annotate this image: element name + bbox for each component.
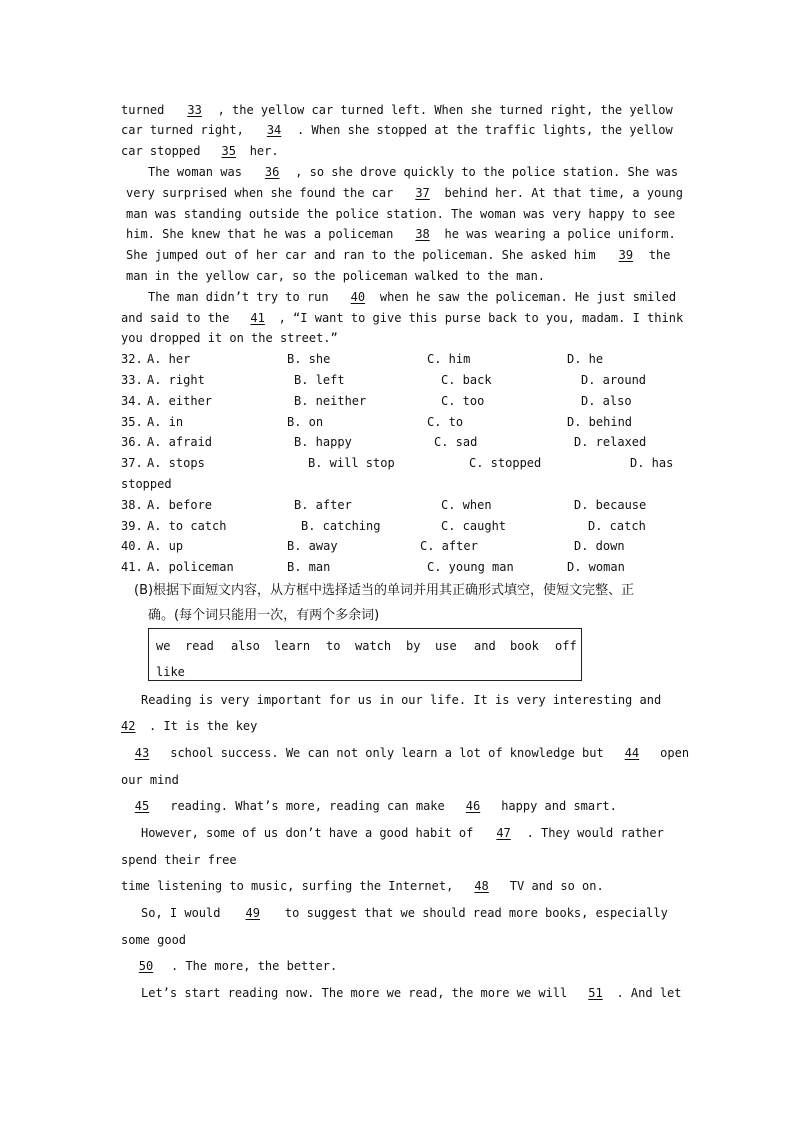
question-number: 32. bbox=[121, 352, 143, 366]
passage-a-line-4: The woman was 36 , so she drove quickly to the police station. She was bbox=[148, 165, 679, 179]
word-box-item: off bbox=[555, 639, 577, 653]
option-d: D. catch bbox=[588, 519, 646, 533]
word-box-item: learn bbox=[274, 639, 311, 653]
blank-40: 40 bbox=[350, 290, 366, 304]
option-c: C. him bbox=[427, 352, 471, 366]
passage-b-line-4: our mind bbox=[121, 773, 179, 787]
passage-a-line-11: and said to the 41 , “I want to give this purse back to you, madam. I think bbox=[121, 311, 684, 325]
passage-b-line-9: So, I would 49 to suggest that we should read more books, especially bbox=[141, 906, 668, 920]
option-b: B. she bbox=[287, 352, 331, 366]
option-b: B. left bbox=[294, 373, 345, 387]
option-d: D. has bbox=[630, 456, 674, 470]
option-a: A. stops bbox=[147, 456, 205, 470]
blank-49: 49 bbox=[245, 906, 260, 920]
passage-b-line-2: 42 . It is the key bbox=[121, 719, 258, 733]
option-b: B. happy bbox=[294, 435, 352, 449]
option-b: B. man bbox=[287, 560, 331, 574]
word-box-item: watch bbox=[355, 639, 392, 653]
passage-a-line-9: man in the yellow car, so the policeman walked to the man. bbox=[126, 269, 546, 283]
option-b: B. on bbox=[287, 415, 324, 429]
option-b: B. after bbox=[294, 498, 352, 512]
option-a: A. her bbox=[147, 352, 191, 366]
question-number: 40. bbox=[121, 539, 143, 553]
option-c: C. too bbox=[441, 394, 485, 408]
question-number: 34. bbox=[121, 394, 143, 408]
passage-b-line-8: time listening to music, surfing the Internet, 48 TV and so on. bbox=[121, 879, 604, 893]
blank-43: 43 bbox=[134, 746, 150, 760]
option-d: D. he bbox=[567, 352, 604, 366]
option-a: A. policeman bbox=[147, 560, 234, 574]
option-a: A. either bbox=[147, 394, 213, 408]
option-d: D. around bbox=[581, 373, 647, 387]
word-box-item: we bbox=[156, 639, 171, 653]
blank-37: 37 bbox=[415, 186, 430, 200]
option-c: C. when bbox=[441, 498, 492, 512]
word-box-item: by bbox=[406, 639, 421, 653]
passage-a-line-6: man was standing outside the police station. The woman was very happy to see bbox=[126, 207, 676, 221]
option-a: A. in bbox=[147, 415, 184, 429]
question-number: 38. bbox=[121, 498, 143, 512]
option-b: B. catching bbox=[301, 519, 381, 533]
option-d: D. woman bbox=[567, 560, 625, 574]
passage-a-line-8: She jumped out of her car and ran to the policeman. She asked him 39 the bbox=[126, 248, 671, 262]
word-box-item: read bbox=[185, 639, 214, 653]
option-a: A. before bbox=[147, 498, 213, 512]
word-box-item: to bbox=[326, 639, 341, 653]
passage-b-line-5: 45 reading. What’s more, reading can make 46 happy and smart. bbox=[121, 798, 617, 814]
word-box-item: book bbox=[510, 639, 539, 653]
word-box-item: use bbox=[435, 639, 457, 653]
section-b-instruction-1: (B)根据下面短文内容，从方框中选择适当的单词并用其正确形式填空，使短文完整、正 bbox=[134, 583, 635, 598]
option-c: C. after bbox=[420, 539, 478, 553]
passage-b-line-6: However, some of us don’t have a good habit of 47 . They would rather bbox=[141, 826, 664, 840]
passage-a-line-7: him. She knew that he was a policeman 38 he was wearing a police uniform. bbox=[126, 227, 676, 241]
blank-42: 42 bbox=[121, 719, 136, 733]
word-box bbox=[148, 628, 582, 681]
option-c: C. sad bbox=[434, 435, 478, 449]
question-number: 35. bbox=[121, 415, 143, 429]
blank-44: 44 bbox=[624, 746, 640, 760]
question-number: 36. bbox=[121, 435, 143, 449]
blank-35: 35 bbox=[221, 144, 236, 158]
passage-a-line-10: The man didn’t try to run 40 when he saw the policeman. He just smiled bbox=[148, 290, 677, 304]
option-c: C. young man bbox=[427, 560, 514, 574]
option-a: A. to catch bbox=[147, 519, 227, 533]
passage-a-line-12: you dropped it on the street.” bbox=[121, 331, 338, 345]
option-a: A. right bbox=[147, 373, 205, 387]
question-number: 37. bbox=[121, 456, 143, 470]
option-d: D. behind bbox=[567, 415, 633, 429]
question-number: 33. bbox=[121, 373, 143, 387]
option-c: C. stopped bbox=[469, 456, 542, 470]
passage-a-line-2: car turned right, 34 . When she stopped at the traffic lights, the yellow bbox=[121, 123, 673, 137]
blank-45: 45 bbox=[134, 799, 150, 813]
blank-34: 34 bbox=[266, 123, 282, 137]
option-b: B. will stop bbox=[308, 456, 395, 470]
passage-b-line-12: Let’s start reading now. The more we read, the more we will 51 . And let bbox=[141, 986, 682, 1000]
option-b: B. neither bbox=[294, 394, 367, 408]
option-a: A. up bbox=[147, 539, 184, 553]
blank-36: 36 bbox=[264, 165, 280, 179]
question-number: 41. bbox=[121, 560, 143, 574]
blank-50: 50 bbox=[138, 959, 154, 973]
blank-51: 51 bbox=[588, 986, 603, 1000]
passage-b-line-7: spend their free bbox=[121, 853, 237, 867]
section-b-instruction-2: 确。(每个词只能用一次，有两个多余词) bbox=[148, 608, 380, 623]
passage-b-line-3: 43 school success. We can not only learn a lot of knowledge but 44 open bbox=[121, 745, 689, 761]
blank-33: 33 bbox=[187, 103, 202, 117]
word-box-item: and bbox=[474, 639, 496, 653]
passage-a-line-3: car stopped 35 her. bbox=[121, 144, 279, 158]
blank-38: 38 bbox=[415, 227, 430, 241]
option-d: D. because bbox=[574, 498, 647, 512]
passage-a-line-1: turned 33 , the yellow car turned left. When she turned right, the yellow bbox=[121, 103, 673, 117]
blank-41: 41 bbox=[250, 311, 265, 325]
option-d: D. relaxed bbox=[574, 435, 647, 449]
option-d: D. also bbox=[581, 394, 632, 408]
word-box-item: also bbox=[231, 639, 260, 653]
question-number: 39. bbox=[121, 519, 143, 533]
option-b: B. away bbox=[287, 539, 338, 553]
passage-b-line-1: Reading is very important for us in our life. It is very interesting and bbox=[141, 693, 662, 707]
blank-39: 39 bbox=[618, 248, 634, 262]
option-c: C. caught bbox=[441, 519, 507, 533]
blank-48: 48 bbox=[474, 879, 489, 893]
option-a: A. afraid bbox=[147, 435, 213, 449]
blank-47: 47 bbox=[496, 826, 511, 840]
blank-46: 46 bbox=[465, 799, 481, 813]
word-box-item: like bbox=[156, 665, 185, 679]
passage-b-line-10: some good bbox=[121, 933, 187, 947]
option-d-wrap: stopped bbox=[121, 477, 172, 491]
passage-a-line-5: very surprised when she found the car 37 behind her. At that time, a young bbox=[126, 186, 683, 200]
option-c: C. back bbox=[441, 373, 492, 387]
passage-b-line-11: 50 . The more, the better. bbox=[121, 958, 337, 974]
option-d: D. down bbox=[574, 539, 625, 553]
option-c: C. to bbox=[427, 415, 464, 429]
